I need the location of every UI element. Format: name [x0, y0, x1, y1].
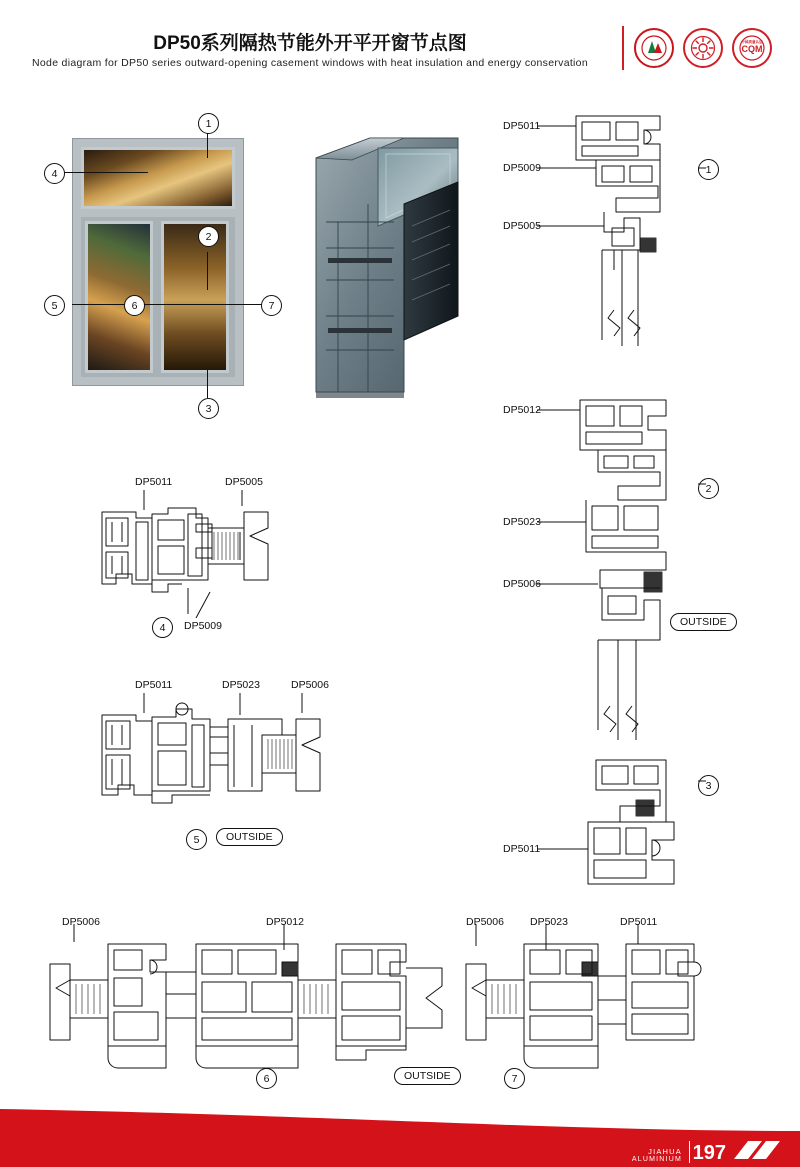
certification-logo: [683, 28, 723, 68]
bottom-label-dp5023: DP5023: [530, 916, 568, 928]
right-label-dp5011-top: DP5011: [503, 120, 541, 132]
detail4-label-dp5011: DP5011: [135, 476, 173, 488]
bottom-outside-label: OUTSIDE: [394, 1067, 461, 1085]
profile-3d-render: [308, 130, 498, 400]
detail-section-right: [540, 100, 710, 895]
leader-line: [144, 304, 262, 305]
leader-line: [207, 252, 208, 290]
callout-6: 6: [124, 295, 145, 316]
footer-brand: [632, 1148, 682, 1163]
detail4-callout: 4: [152, 617, 173, 638]
callout-3: 3: [198, 398, 219, 419]
right-label-dp5023: DP5023: [503, 516, 541, 528]
leader-line: [72, 304, 124, 305]
svg-text:CQM: CQM: [741, 44, 763, 54]
detail4-label-dp5009: DP5009: [184, 620, 222, 632]
header-divider: [622, 26, 624, 70]
callout-5: 5: [44, 295, 65, 316]
detail5-outside-label: OUTSIDE: [216, 828, 283, 846]
window-photo: [72, 138, 244, 386]
footer-brand-line2: ALUMINIUM: [631, 1155, 682, 1163]
footer-page-number: 197: [692, 1142, 726, 1164]
detail5-callout: 5: [186, 829, 207, 850]
right-label-dp5012: DP5012: [503, 404, 541, 416]
bottom-label-dp5006-1: DP5006: [62, 916, 100, 928]
bottom-callout-7: 7: [504, 1068, 525, 1089]
footer-swoosh: [0, 1109, 800, 1137]
right-outside-label: OUTSIDE: [670, 613, 737, 631]
logo-group: [634, 28, 772, 68]
bottom-label-dp5011: DP5011: [620, 916, 658, 928]
callout-7: 7: [261, 295, 282, 316]
right-label-dp5011-bottom: DP5011: [503, 843, 541, 855]
right-callout-1: 1: [698, 159, 719, 180]
footer-brand-line1: JIAHUA: [648, 1146, 682, 1156]
jiahua-logo: [634, 28, 674, 68]
detail5-label-dp5011: DP5011: [135, 679, 173, 691]
callout-2: 2: [198, 226, 219, 247]
callout-4: 4: [44, 163, 65, 184]
right-label-dp5009: DP5009: [503, 162, 541, 174]
detail5-label-dp5023: DP5023: [222, 679, 260, 691]
leader-line: [207, 132, 208, 158]
detail-section-bottom: [46, 928, 746, 1073]
footer-logo-mark: [732, 1139, 786, 1163]
leader-line: [63, 172, 148, 173]
bottom-callout-6: 6: [256, 1068, 277, 1089]
page-header: [0, 0, 800, 88]
right-label-dp5006: DP5006: [503, 578, 541, 590]
right-label-dp5005: DP5005: [503, 220, 541, 232]
photo-right-sash: [161, 221, 229, 373]
detail4-label-dp5005: DP5005: [225, 476, 263, 488]
page-subtitle: Node diagram for DP50 series outward-opening casement windows with heat insulation and energy conservation: [32, 57, 588, 69]
right-callout-2: 2: [698, 478, 719, 499]
leader-line: [207, 370, 208, 398]
footer-separator: [689, 1141, 690, 1163]
photo-top-sash: [81, 147, 235, 209]
bottom-label-dp5012: DP5012: [266, 916, 304, 928]
detail-section-4: [92, 488, 302, 618]
callout-1: 1: [198, 113, 219, 134]
detail-section-5: [92, 691, 342, 826]
page-footer: [0, 1109, 800, 1167]
photo-left-sash: [85, 221, 153, 373]
svg-text:中国质量认证: 中国质量认证: [741, 40, 763, 44]
detail5-label-dp5006: DP5006: [291, 679, 329, 691]
right-callout-3: 3: [698, 775, 719, 796]
cqm-logo: [732, 28, 772, 68]
page-title: DP50系列隔热节能外开平开窗节点图: [153, 33, 467, 54]
bottom-label-dp5006-2: DP5006: [466, 916, 504, 928]
